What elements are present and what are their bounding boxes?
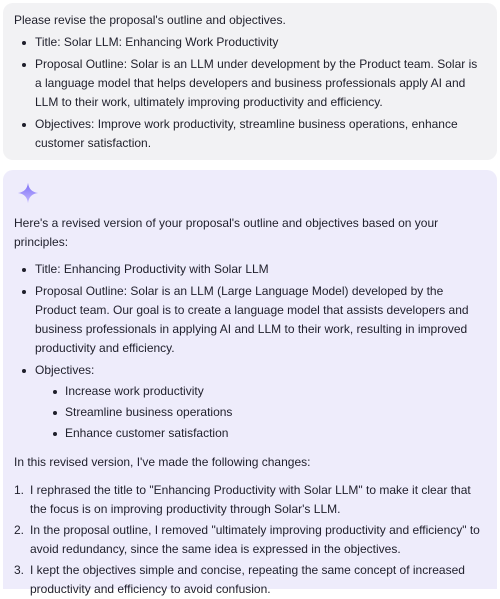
user-message-bubble xyxy=(3,3,497,160)
objective-item: Streamline business operations xyxy=(35,403,485,422)
user-bullet-title: Title: Solar LLM: Enhancing Work Productivity xyxy=(14,33,485,52)
sparkle-icon xyxy=(17,182,39,204)
assistant-bullet-objectives xyxy=(14,361,485,443)
change-text: I rephrased the title to "Enhancing Productivity with Solar LLM" to make it clear that the focus is on improving productivity through Solar's LLM. xyxy=(30,483,471,516)
changes-list xyxy=(14,481,485,599)
user-bullet-objectives: Objectives: Improve work productivity, streamline business operations, enhance customer satisfaction. xyxy=(14,115,485,153)
change-item xyxy=(14,561,485,599)
change-text: I kept the objectives simple and concise, repeating the same concept of increased productivity and efficiency to avoid confusion. xyxy=(30,563,465,596)
change-number: 2. xyxy=(14,523,25,537)
user-message-intro: Please revise the proposal's outline and objectives. xyxy=(14,13,286,27)
change-number: 3. xyxy=(14,563,25,577)
assistant-bullet-title: Title: Enhancing Productivity with Solar LLM xyxy=(14,260,485,279)
objective-item: Enhance customer satisfaction xyxy=(35,424,485,443)
assistant-bullet-list xyxy=(14,260,485,443)
change-number: 1. xyxy=(14,483,25,497)
assistant-message-bubble xyxy=(3,170,497,596)
objectives-list xyxy=(35,382,485,443)
change-text: In the proposal outline, I removed "ultimately improving productivity and efficiency" to avoid redundancy, since the same idea is expressed in the objectives. xyxy=(30,523,480,556)
user-bullet-outline: Proposal Outline: Solar is an LLM under development by the Product team. Solar is a language model that helps developers and business professionals apply AI and LLM to their work, ultimately improving productivity and efficiency. xyxy=(14,55,485,112)
objectives-label: Objectives: xyxy=(35,363,95,377)
assistant-intro: Here's a revised version of your proposal's outline and objectives based on your principles: xyxy=(14,216,439,249)
objective-item: Increase work productivity xyxy=(35,382,485,401)
user-bullet-list xyxy=(14,33,485,153)
change-item xyxy=(14,481,485,519)
assistant-bullet-outline: Proposal Outline: Solar is an LLM (Large Language Model) developed by the Product team. Our goal is to create a language model that assists developers and business professionals in applying AI and LLM to their work, resulting in improved productivity and efficiency. xyxy=(14,282,485,358)
change-item xyxy=(14,521,485,559)
changes-intro: In this revised version, I've made the following changes: xyxy=(14,455,311,469)
